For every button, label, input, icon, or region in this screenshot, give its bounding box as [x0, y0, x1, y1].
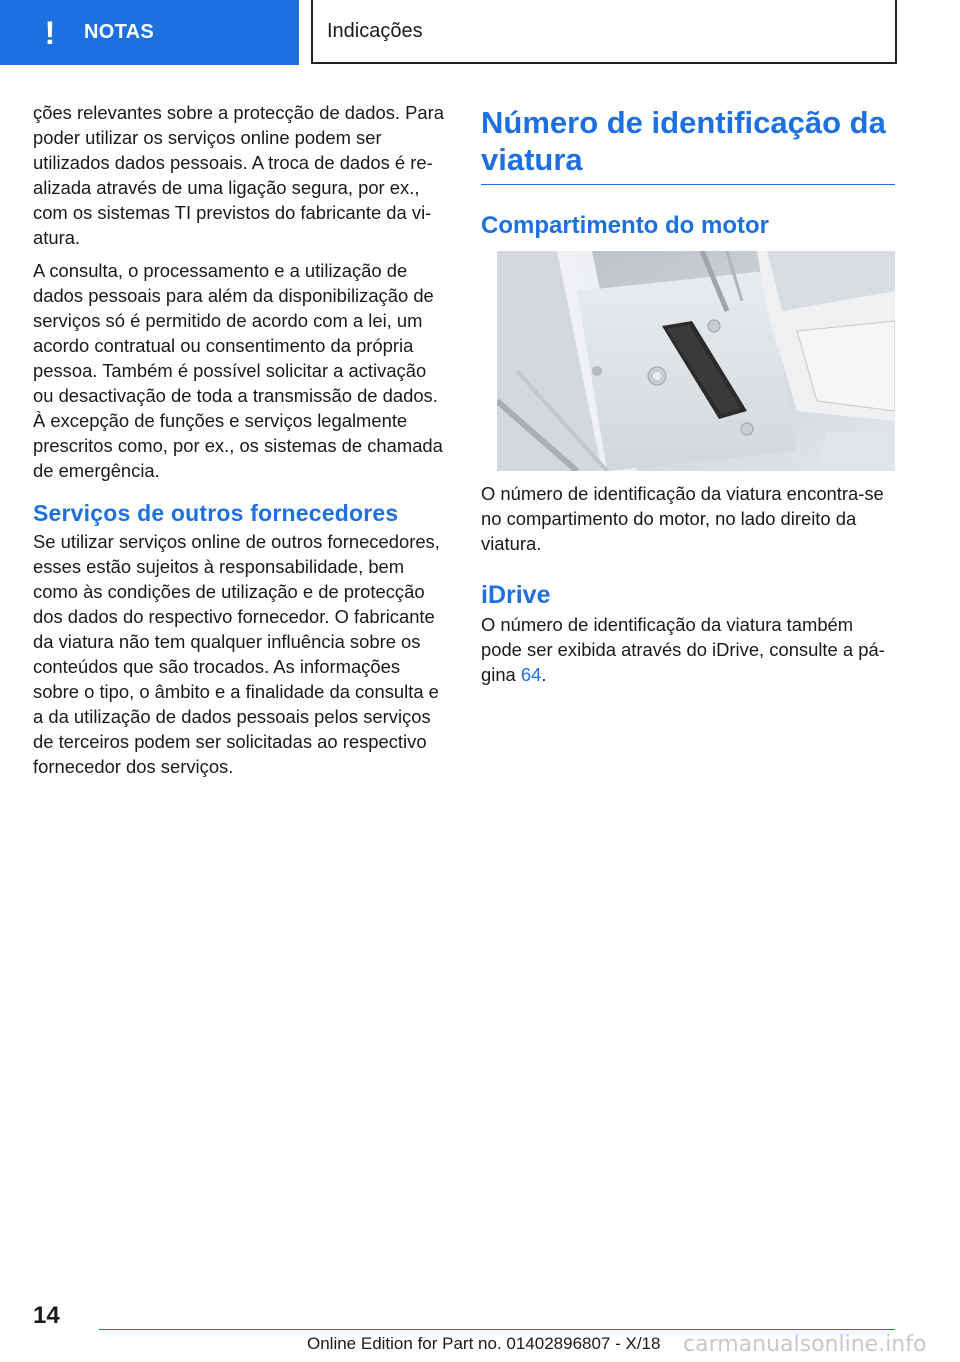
page-number: 14: [33, 1302, 60, 1329]
body-paragraph: ções relevantes sobre a protecção de dados. Para poder utilizar os serviços online podem ser utilizados dados pessoais. A troca de dados é realizada através de uma ligação segura, por ex., com os sistemas TI previstos do fabricante da viatura.: [33, 102, 444, 248]
footer-edition-text: Online Edition for Part no. 01402896807 - X/18: [307, 1334, 661, 1353]
subsection-heading: Serviços de outros fornecedores: [33, 500, 399, 526]
header-section-label: Indicações: [327, 19, 423, 42]
section-title: Número de identificação da viatura: [481, 104, 895, 185]
body-paragraph: A consulta, o processamento e a utilização de dados pessoais para além da disponibilização de serviços só é permitido de acordo com a lei, um acordo contratual ou consentimento da própria pessoa. Também é possível solicitar a activação ou desactivação de toda a transmissão de dados. À excepção de funções e serviços legalmente prescritos como, por ex., os sistemas de chamada de emergência.: [33, 260, 443, 481]
body-paragraph: Se utilizar serviços online de outros fornecedores, esses estão sujeitos à responsabilidade, bem como às condições de utilização e de protecção dos dados do respectivo fornecedor. O fabricante da viatura não tem qualquer influência sobre os conteúdos que são trocados. As informações sobre o tipo, o âmbito e a finalidade da consulta e a da utilização de dados pessoais pelos serviços de terceiros podem ser solicitadas ao respectivo fornecedor dos serviços.: [33, 531, 440, 777]
watermark: carmanualsonline.info: [683, 1332, 927, 1357]
idrive-paragraph: [481, 612, 895, 687]
idrive-text-end: .: [541, 664, 547, 685]
header-section: [311, 0, 897, 64]
header-tab-label: NOTAS: [84, 21, 155, 43]
engine-compartment-image: [497, 251, 895, 471]
header-tab-notas: [0, 0, 299, 65]
left-column: [33, 100, 448, 787]
footer-divider: [99, 1329, 895, 1330]
page-reference-link[interactable]: 64: [520, 664, 542, 685]
idrive-text: O número de identificação da viatura também pode ser exibida através do iDrive, consulte a página: [481, 614, 885, 685]
exclamation-icon: !: [44, 14, 56, 51]
engine-heading: Compartimento do motor: [481, 212, 769, 239]
right-column: [481, 100, 895, 695]
body-paragraph: O número de identificação da viatura encontra-se no compartimento do motor, no lado direito da viatura.: [481, 483, 884, 554]
idrive-heading: iDrive: [481, 581, 551, 609]
